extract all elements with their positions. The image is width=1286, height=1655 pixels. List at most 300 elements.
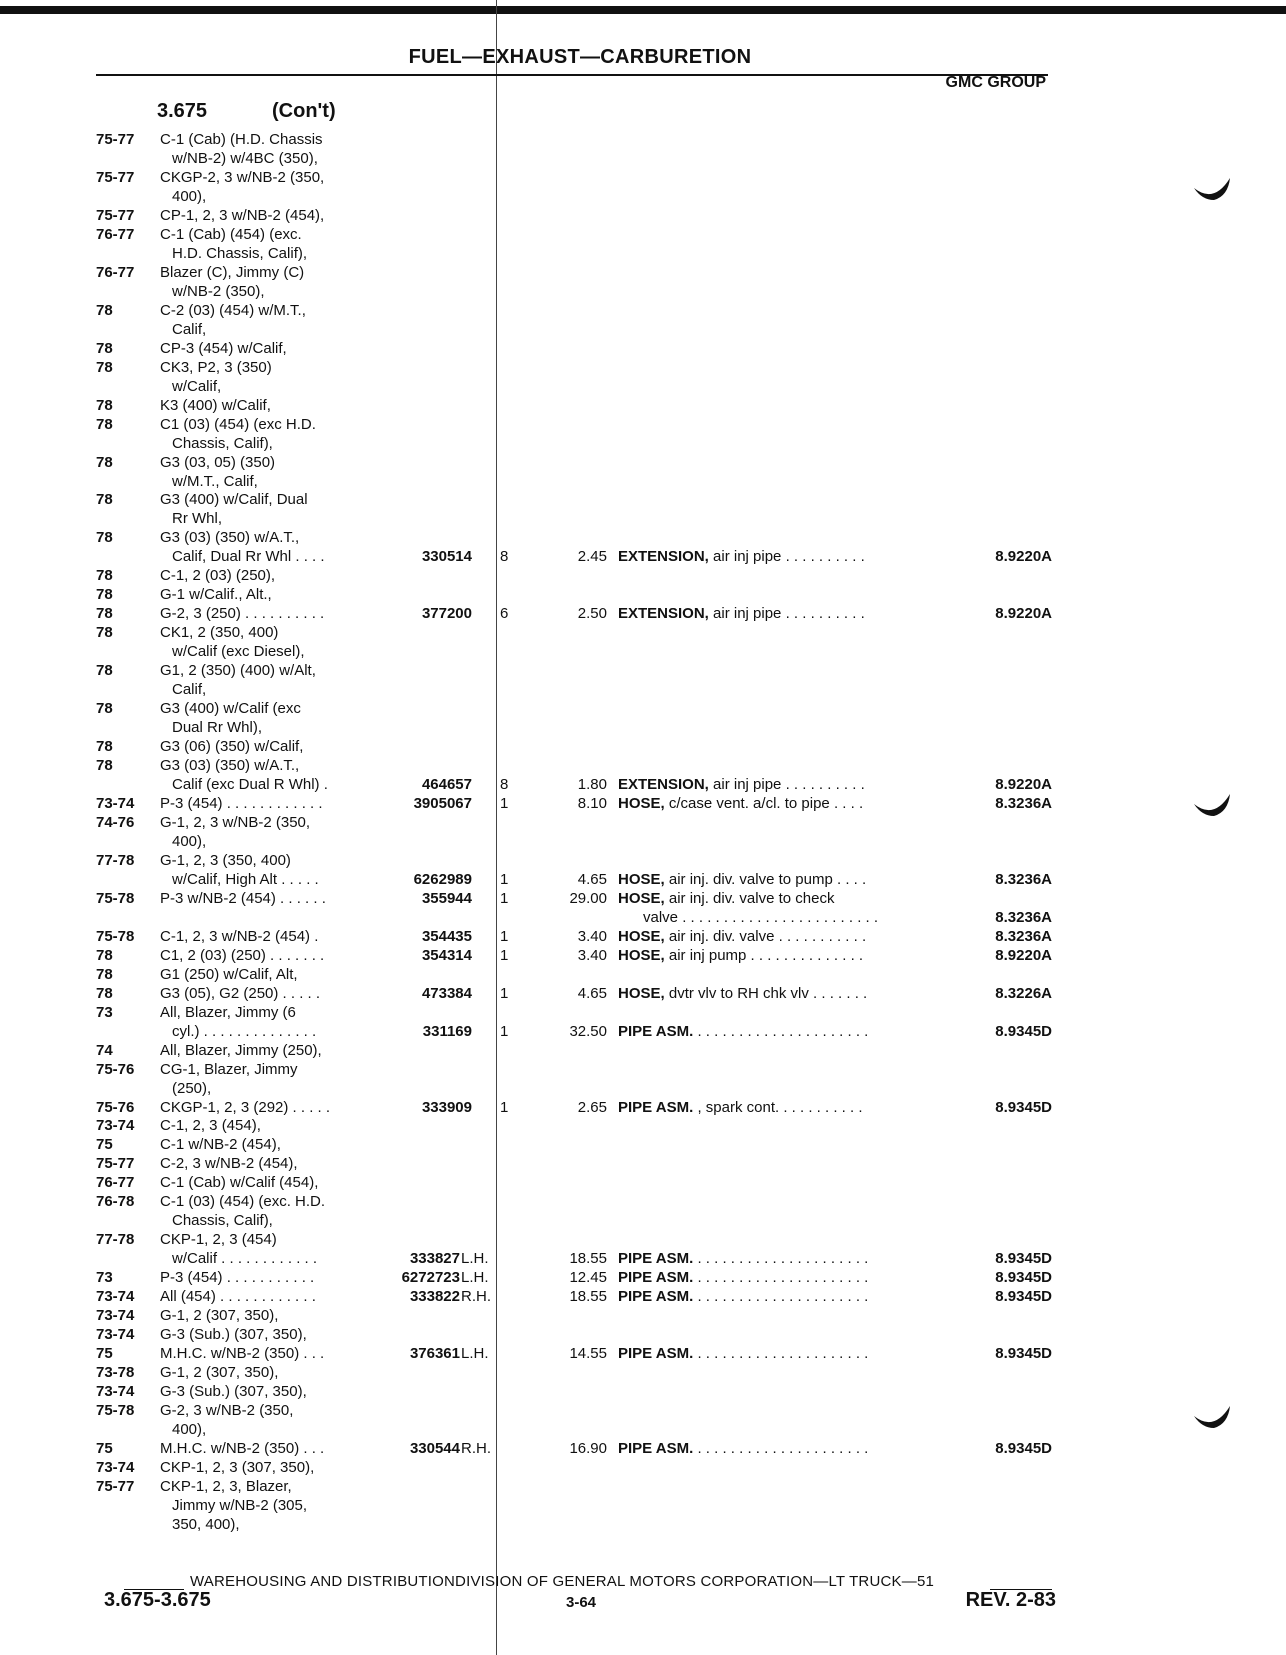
table-row (0, 358, 1286, 377)
model-description: w/Calif . . . . . . . . . . . . (172, 1250, 318, 1268)
part-number: 355944 (421, 889, 472, 907)
group-code: 8.3236A (995, 794, 1052, 812)
year-range: 75-76 (96, 1098, 135, 1116)
table-row (0, 1116, 1286, 1135)
table-row (0, 1401, 1286, 1420)
year-range: 76-77 (96, 1174, 135, 1192)
year-range: 78 (96, 757, 113, 774)
year-range: 78 (96, 965, 113, 983)
part-number: 354314 (421, 946, 472, 964)
model-description: C-1, 2 (03) (250), (160, 567, 276, 585)
model-description: G-1, 2 (307, 350), (160, 1364, 279, 1381)
group-code: 8.9220A (995, 776, 1052, 793)
list-price: 18.55 (569, 1250, 607, 1268)
year-range: 78 (96, 605, 113, 623)
page-number: 3-64 (566, 1594, 597, 1611)
model-description: (250), (172, 1079, 212, 1097)
year-range: 78 (96, 738, 113, 755)
model-description: cyl.) . . . . . . . . . . . . . . (172, 1022, 317, 1040)
footer-text: WAREHOUSING AND DISTRIBUTIONDIVISION OF GENERAL MOTORS CORPORATION—LT TRUCK—51 (190, 1573, 935, 1590)
table-row (0, 1230, 1286, 1249)
table-row (0, 1287, 1286, 1306)
list-price: 14.55 (569, 1345, 607, 1363)
table-row (0, 1173, 1286, 1192)
model-description: CKGP-2, 3 w/NB-2 (350, (160, 168, 325, 186)
part-detail: air inj. div. valve . . . . . . . . . . . (664, 927, 867, 945)
table-row (0, 130, 1286, 149)
year-range: 75-77 (96, 131, 135, 148)
list-price: 12.45 (569, 1269, 607, 1287)
model-description: CKGP-1, 2, 3 (292) . . . . . (160, 1098, 331, 1116)
part-name: HOSE, (618, 794, 665, 812)
table-row (0, 1022, 1286, 1041)
model-description: CP-3 (454) w/Calif, (160, 339, 287, 357)
year-range: 73-74 (96, 1326, 135, 1344)
model-description: CP-1, 2, 3 w/NB-2 (454), (160, 206, 325, 224)
table-row (0, 1268, 1286, 1287)
binder-hole-mark (1192, 1404, 1234, 1430)
table-row (0, 604, 1286, 623)
binder-hole-mark (1192, 792, 1234, 818)
year-range: 77-78 (96, 851, 135, 869)
model-description: G-3 (Sub.) (307, 350), (160, 1383, 307, 1400)
part-name: EXTENSION, (618, 776, 709, 793)
group-label: GMC GROUP (945, 74, 1046, 91)
part-description (618, 1287, 868, 1306)
table-row (0, 509, 1286, 528)
table-row (0, 301, 1286, 320)
side-indicator: L.H. (461, 1250, 489, 1268)
table-row (0, 244, 1286, 263)
part-name: HOSE, (618, 889, 665, 907)
model-description: G3 (03) (350) w/A.T., (160, 529, 300, 547)
year-range: 73-78 (96, 1364, 135, 1381)
part-name: HOSE, (618, 984, 665, 1002)
table-row (0, 1496, 1286, 1515)
year-range: 77-78 (96, 1231, 135, 1249)
table-row (0, 187, 1286, 206)
quantity: 1 (500, 870, 509, 888)
table-row (0, 282, 1286, 301)
model-description: C-1, 2, 3 (454), (160, 1117, 261, 1135)
part-detail: air inj pipe . . . . . . . . . . (708, 605, 865, 623)
model-description: G3 (03) (350) w/A.T., (160, 757, 300, 774)
model-description: CK3, P2, 3 (350) (160, 358, 272, 376)
table-row (0, 927, 1286, 946)
part-number: 377200 (421, 605, 472, 623)
list-price: 8.10 (577, 794, 607, 812)
table-row (0, 623, 1286, 642)
part-name: HOSE, (618, 946, 665, 964)
model-description: w/Calif, (172, 377, 222, 395)
year-range: 78 (96, 700, 113, 718)
part-description (618, 1439, 868, 1458)
part-detail: . . . . . . . . . . . . . . . . . . . . . (693, 1345, 869, 1363)
part-detail: air inj pipe . . . . . . . . . . (708, 776, 865, 793)
year-range: 78 (96, 301, 113, 319)
group-code: 8.9345D (995, 1269, 1052, 1287)
model-description: CG-1, Blazer, Jimmy (160, 1060, 298, 1078)
part-detail: . . . . . . . . . . . . . . . . . . . . . (693, 1269, 869, 1287)
model-description: CKP-1, 2, 3 (454) (160, 1231, 277, 1249)
model-description: G1 (250) w/Calif, Alt, (160, 965, 298, 983)
part-description (618, 794, 863, 813)
table-row (0, 1458, 1286, 1477)
year-range: 78 (96, 946, 113, 964)
side-indicator: L.H. (461, 1269, 489, 1287)
year-range: 75-77 (96, 1477, 135, 1495)
year-range: 75 (96, 1345, 113, 1363)
table-row (0, 528, 1286, 547)
year-range: 73-74 (96, 1458, 135, 1476)
part-number: 473384 (421, 984, 472, 1002)
table-row (0, 1344, 1286, 1363)
page-reference: 3.675-3.675 (104, 1589, 211, 1611)
table-row (0, 718, 1286, 737)
year-range: 76-77 (96, 225, 135, 243)
part-description (618, 775, 865, 794)
model-description: G-2, 3 (250) . . . . . . . . . . (160, 605, 325, 623)
group-code: 8.3236A (995, 927, 1052, 945)
table-row (0, 870, 1286, 889)
model-description: All (454) . . . . . . . . . . . . (160, 1288, 316, 1306)
part-name: PIPE ASM. (618, 1269, 694, 1287)
part-detail: air inj pipe . . . . . . . . . . (708, 548, 865, 566)
model-description: w/NB-2) w/4BC (350), (172, 150, 318, 167)
part-name: PIPE ASM. (618, 1288, 694, 1306)
year-range: 76-78 (96, 1193, 135, 1211)
table-row (0, 1060, 1286, 1079)
model-description: C-1 (Cab) w/Calif (454), (160, 1174, 319, 1192)
quantity: 1 (500, 984, 509, 1002)
table-row (0, 263, 1286, 282)
list-price: 18.55 (569, 1288, 607, 1306)
group-code: 8.9345D (995, 1250, 1052, 1268)
part-number: 333822 (409, 1288, 460, 1306)
top-border (0, 6, 1286, 14)
quantity: 1 (500, 946, 509, 964)
year-range: 74-76 (96, 813, 135, 831)
model-description: G3 (06) (350) w/Calif, (160, 738, 304, 755)
part-name: EXTENSION, (618, 548, 709, 566)
model-description: All, Blazer, Jimmy (6 (160, 1003, 296, 1021)
table-row (0, 168, 1286, 187)
model-description: 400), (172, 1421, 207, 1438)
part-detail: air inj. div. valve to pump . . . . (664, 870, 867, 888)
part-number: 354435 (421, 927, 472, 945)
model-description: G3 (05), G2 (250) . . . . . (160, 984, 321, 1002)
model-description: P-3 (454) . . . . . . . . . . . (160, 1269, 315, 1287)
group-code: 8.9345D (995, 1345, 1052, 1363)
quantity: 1 (500, 794, 509, 812)
part-number: 6262989 (413, 870, 472, 888)
table-row (0, 832, 1286, 851)
group-code: 8.3226A (995, 984, 1052, 1002)
quantity: 8 (500, 776, 509, 793)
list-price: 2.65 (577, 1098, 607, 1116)
year-range: 75-78 (96, 927, 135, 945)
model-description: w/NB-2 (350), (172, 282, 265, 300)
part-description (618, 1098, 863, 1117)
model-description: Dual Rr Whl), (172, 719, 263, 737)
model-description: 400), (172, 832, 207, 850)
model-description: 400), (172, 187, 207, 205)
model-description: G-1, 2 (307, 350), (160, 1307, 279, 1325)
list-price: 4.65 (577, 984, 607, 1002)
group-code: 8.9220A (995, 605, 1052, 623)
part-number: 330514 (421, 548, 472, 566)
year-range: 76-77 (96, 263, 135, 281)
list-price: 16.90 (569, 1439, 607, 1457)
part-detail: . . . . . . . . . . . . . . . . . . . . . (693, 1250, 869, 1268)
table-row (0, 377, 1286, 396)
group-code: 8.9345D (995, 1288, 1052, 1306)
table-row (0, 472, 1286, 491)
table-row (0, 737, 1286, 756)
part-detail: valve . . . . . . . . . . . . . . . . . . . . . . . . (618, 908, 879, 926)
part-description (618, 889, 834, 908)
year-range: 73-74 (96, 1288, 135, 1306)
year-range: 78 (96, 586, 113, 604)
table-row (0, 490, 1286, 509)
part-description (618, 1268, 868, 1287)
group-code: 8.9220A (995, 946, 1052, 964)
year-range: 78 (96, 567, 113, 585)
model-description: C-2, 3 w/NB-2 (454), (160, 1155, 298, 1173)
part-detail: . . . . . . . . . . . . . . . . . . . . . (693, 1022, 869, 1040)
table-row (0, 813, 1286, 832)
year-range: 78 (96, 358, 113, 376)
year-range: 78 (96, 396, 113, 414)
model-description: 350, 400), (172, 1515, 240, 1533)
quantity: 8 (500, 548, 509, 566)
model-description: G3 (400) w/Calif, Dual (160, 491, 308, 509)
group-code: 8.9220A (995, 548, 1052, 566)
table-row (0, 661, 1286, 680)
list-price: 29.00 (569, 889, 607, 907)
part-description (618, 604, 865, 623)
model-description: All, Blazer, Jimmy (250), (160, 1041, 322, 1059)
model-description: C-2 (03) (454) w/M.T., (160, 301, 306, 319)
model-description: Jimmy w/NB-2 (305, (172, 1496, 308, 1514)
table-row (0, 1477, 1286, 1496)
table-row (0, 1363, 1286, 1382)
quantity: 1 (500, 927, 509, 945)
quantity: 1 (500, 1098, 509, 1116)
table-row (0, 1041, 1286, 1060)
group-code: 8.3236A (995, 908, 1052, 926)
year-range: 73-74 (96, 1307, 135, 1325)
year-range: 75-76 (96, 1060, 135, 1078)
year-range: 78 (96, 662, 113, 680)
table-row (0, 965, 1286, 984)
table-row (0, 585, 1286, 604)
table-row (0, 1515, 1286, 1534)
table-row (0, 225, 1286, 244)
model-description: K3 (400) w/Calif, (160, 396, 271, 414)
model-description: G3 (03, 05) (350) (160, 453, 276, 471)
table-row (0, 680, 1286, 699)
revision-label: REV. 2-83 (965, 1589, 1056, 1611)
table-row (0, 1192, 1286, 1211)
table-row (0, 794, 1286, 813)
part-name: HOSE, (618, 870, 665, 888)
part-name: PIPE ASM. (618, 1250, 694, 1268)
table-row (0, 547, 1286, 566)
model-description: Calif, (172, 320, 207, 338)
part-name: PIPE ASM. (618, 1098, 694, 1116)
model-description: M.H.C. w/NB-2 (350) . . . (160, 1345, 325, 1363)
table-row (0, 1154, 1286, 1173)
part-number: 464657 (421, 776, 472, 793)
table-row (0, 1079, 1286, 1098)
model-description: Chassis, Calif), (172, 1212, 273, 1230)
year-range: 73 (96, 1269, 113, 1287)
part-name: HOSE, (618, 927, 665, 945)
model-description: C-1, 2, 3 w/NB-2 (454) . (160, 927, 319, 945)
model-description: G-1, 2, 3 (350, 400) (160, 851, 291, 869)
list-price: 32.50 (569, 1022, 607, 1040)
table-row (0, 889, 1286, 908)
quantity: 1 (500, 1022, 509, 1040)
year-range: 75-77 (96, 206, 135, 224)
year-range: 75-77 (96, 1155, 135, 1173)
year-range: 78 (96, 415, 113, 433)
table-row (0, 1135, 1286, 1154)
year-range: 75-77 (96, 168, 135, 186)
year-range: 78 (96, 339, 113, 357)
model-description: Rr Whl, (172, 510, 222, 528)
table-row (0, 642, 1286, 661)
part-name: EXTENSION, (618, 605, 709, 623)
page-title: FUEL—EXHAUST—CARBURETION (408, 46, 752, 68)
part-detail: air inj pump . . . . . . . . . . . . . . (664, 946, 864, 964)
binder-hole-mark (1192, 176, 1234, 202)
year-range: 75-78 (96, 889, 135, 907)
part-number: 6272723 (401, 1269, 460, 1287)
side-indicator: L.H. (461, 1345, 489, 1363)
year-range: 78 (96, 984, 113, 1002)
table-row (0, 1306, 1286, 1325)
year-range: 75 (96, 1439, 113, 1457)
list-price: 1.80 (577, 776, 607, 793)
side-indicator: R.H. (461, 1288, 491, 1306)
table-row (0, 1249, 1286, 1268)
model-description: P-3 (454) . . . . . . . . . . . . (160, 794, 323, 812)
table-row (0, 1382, 1286, 1401)
part-detail: dvtr vlv to RH chk vlv . . . . . . . (664, 984, 868, 1002)
model-description: G1, 2 (350) (400) w/Alt, (160, 662, 316, 680)
model-description: Calif, Dual Rr Whl . . . . (172, 548, 325, 566)
table-row (0, 396, 1286, 415)
model-description: C-1 (Cab) (H.D. Chassis (160, 131, 323, 148)
year-range: 74 (96, 1041, 113, 1059)
part-detail: . . . . . . . . . . . . . . . . . . . . . (693, 1288, 869, 1306)
model-description: C1 (03) (454) (exc H.D. (160, 415, 316, 433)
list-price: 4.65 (577, 870, 607, 888)
table-row (0, 1003, 1286, 1022)
year-range: 73 (96, 1003, 113, 1021)
year-range: 73-74 (96, 1117, 135, 1135)
table-row (0, 434, 1286, 453)
model-description: G-3 (Sub.) (307, 350), (160, 1326, 307, 1344)
table-row (0, 1420, 1286, 1439)
part-detail: , spark cont. . . . . . . . . . . (693, 1098, 863, 1116)
model-description: w/Calif, High Alt . . . . . (172, 870, 319, 888)
table-row (0, 320, 1286, 339)
table-row (0, 339, 1286, 358)
table-row (0, 946, 1286, 965)
part-detail: c/case vent. a/cl. to pipe . . . . (664, 794, 864, 812)
model-description: H.D. Chassis, Calif), (172, 244, 308, 262)
quantity: 6 (500, 605, 509, 623)
group-code: 8.9345D (995, 1439, 1052, 1457)
section-continued-label: (Con't) (272, 100, 336, 122)
model-description: Calif (exc Dual R Whl) . (172, 776, 328, 793)
part-number: 333909 (421, 1098, 472, 1116)
model-description: Blazer (C), Jimmy (C) (160, 263, 305, 281)
part-description (618, 946, 863, 965)
part-description (618, 870, 866, 889)
table-row (0, 851, 1286, 870)
group-code: 8.9345D (995, 1098, 1052, 1116)
table-row (0, 453, 1286, 472)
part-number: 3905067 (413, 794, 472, 812)
year-range: 73-74 (96, 794, 135, 812)
table-row (0, 415, 1286, 434)
year-range: 78 (96, 491, 113, 509)
part-description (618, 1344, 868, 1363)
table-row (0, 149, 1286, 168)
section-number: 3.675 (157, 100, 208, 122)
table-row (0, 1211, 1286, 1230)
model-description: C-1 (03) (454) (exc. H.D. (160, 1193, 326, 1211)
part-name: PIPE ASM. (618, 1439, 694, 1457)
part-number: 331169 (422, 1022, 472, 1040)
part-description (618, 927, 866, 946)
model-description: P-3 w/NB-2 (454) . . . . . . (160, 889, 326, 907)
part-name: PIPE ASM. (618, 1345, 694, 1363)
side-indicator: R.H. (461, 1439, 491, 1457)
list-price: 2.45 (577, 548, 607, 566)
title-rule (96, 74, 1048, 76)
part-number: 376361 (409, 1345, 460, 1363)
list-price: 2.50 (577, 605, 607, 623)
table-row (0, 984, 1286, 1003)
table-row (0, 1325, 1286, 1344)
table-row (0, 1439, 1286, 1458)
model-description: Calif, (172, 681, 207, 699)
part-description (618, 1249, 868, 1268)
quantity: 1 (500, 889, 509, 907)
model-description: C1, 2 (03) (250) . . . . . . . (160, 946, 325, 964)
part-detail: air inj. div. valve to check (664, 889, 835, 907)
group-code: 8.9345D (995, 1022, 1052, 1040)
model-description: CK1, 2 (350, 400) (160, 624, 279, 642)
table-row (0, 775, 1286, 794)
part-name: PIPE ASM. (618, 1022, 694, 1040)
model-description: w/M.T., Calif, (172, 472, 258, 490)
model-description: Chassis, Calif), (172, 434, 273, 452)
year-range: 75 (96, 1136, 113, 1154)
list-price: 3.40 (577, 946, 607, 964)
year-range: 78 (96, 624, 113, 642)
list-price: 3.40 (577, 927, 607, 945)
model-description: G3 (400) w/Calif (exc (160, 700, 301, 718)
part-description (618, 984, 867, 1003)
table-row (0, 1098, 1286, 1117)
model-description: G-1 w/Calif., Alt., (160, 586, 272, 604)
